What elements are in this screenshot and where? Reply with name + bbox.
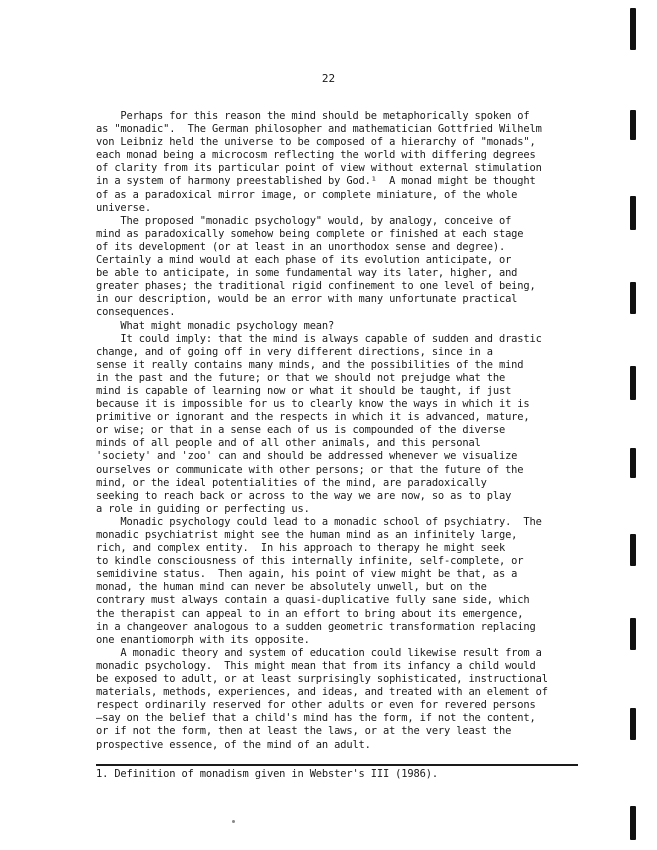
text-line: the therapist can appeal to in an effort to bring about its emergence, — [96, 607, 524, 620]
text-line: each monad being a microcosm reflecting the world with differing degrees — [96, 149, 536, 162]
text-line: greater phases; the traditional rigid confinement to one level of being, — [96, 280, 536, 293]
text-line: What might monadic psychology mean? — [96, 319, 335, 332]
text-line: of as a paradoxical mirror image, or complete miniature, of the whole — [96, 188, 518, 201]
text-line: change, and of going off in very different directions, since in a — [96, 345, 493, 358]
text-line: contrary must always contain a quasi-duplicative fully sane side, which — [96, 594, 530, 607]
text-line: von Leibniz held the universe to be composed of a hierarchy of "monads", — [96, 136, 536, 149]
scan-edge-mark — [630, 806, 636, 840]
text-line: monad, the human mind can never be absolutely unwell, but on the — [96, 581, 487, 594]
text-line: sense it really contains many minds, and the possibilities of the mind — [96, 358, 524, 371]
text-line: prospective essence, of the mind of an adult. — [96, 738, 371, 751]
text-line: in our description, would be an error with many unfortunate practical — [96, 293, 518, 306]
text-line: in the past and the future; or that we should not prejudge what the — [96, 371, 506, 384]
scan-edge-mark — [630, 8, 636, 50]
text-line: a role in guiding or perfecting us. — [96, 502, 310, 515]
text-line: or wise; or that in a sense each of us is compounded of the diverse — [96, 424, 506, 437]
scan-edge-mark — [630, 366, 636, 400]
text-line: be able to anticipate, in some fundamental way its later, higher, and — [96, 267, 518, 280]
text-line: because it is impossible for us to clearly know the ways in which it is — [96, 398, 530, 411]
text-line: to kindle consciousness of this internally infinite, self-complete, or — [96, 555, 524, 568]
text-line: of its development (or at least in an unorthodox sense and degree). — [96, 240, 506, 253]
text-line: or if not the form, then at least the laws, or at the very least the — [96, 725, 512, 738]
footnote-divider — [96, 764, 578, 766]
page-number: 22 — [321, 72, 336, 85]
scan-edge-mark — [630, 110, 636, 140]
scan-edge-mark — [630, 196, 636, 230]
text-line: monadic psychology. This might mean that from its infancy a child would — [96, 659, 536, 672]
text-line: rich, and complex entity. In his approach to therapy he might seek — [96, 542, 506, 555]
text-line: mind is capable of learning now or what it should be taught, if just — [96, 384, 512, 397]
text-line: Certainly a mind would at each phase of its evolution anticipate, or — [96, 254, 512, 267]
text-line: mind, or the ideal potentialities of the mind, are paradoxically — [96, 476, 487, 489]
text-line: monadic psychiatrist might see the human mind as an infinitely large, — [96, 529, 518, 541]
scan-edge-mark — [630, 534, 636, 566]
text-line: of clarity from its particular point of view without external stimulation — [96, 162, 542, 175]
text-line: one enantiomorph with its opposite. — [96, 633, 310, 646]
text-line: minds of all people and of all other animals, and this personal — [96, 437, 481, 450]
scan-edge-mark — [630, 282, 636, 314]
text-line: A monadic theory and system of education could likewise result from a — [96, 646, 542, 659]
text-line: —say on the belief that a child's mind has the form, if not the content, — [96, 712, 536, 725]
text-line: The proposed "monadic psychology" would, by analogy, conceive of — [96, 214, 512, 227]
text-line: materials, methods, experiences, and ideas, and treated with an element of — [96, 686, 548, 699]
text-line: Monadic psychology could lead to a monadic school of psychiatry. The — [96, 515, 542, 528]
text-line: 'society' and 'zoo' can and should be addressed whenever we visualize — [96, 450, 518, 463]
text-line: It could imply: that the mind is always capable of sudden and drastic — [96, 332, 542, 345]
scan-edge-mark — [630, 448, 636, 478]
text-line: be exposed to adult, or at least surprisingly sophisticated, instructional — [96, 673, 548, 686]
body-text — [96, 110, 596, 752]
text-line: respect ordinarily reserved for other adults or even for revered persons — [96, 699, 536, 712]
text-line: Perhaps for this reason the mind should be metaphorically spoken of — [96, 110, 530, 122]
text-line: ourselves or communicate with other persons; or that the future of the — [96, 463, 524, 476]
text-line: as "monadic". The German philosopher and mathematician Gottfried Wilhelm — [96, 123, 542, 136]
text-line: in a changeover analogous to a sudden geometric transformation replacing — [96, 620, 536, 633]
text-line: primitive or ignorant and the respects in which it is advanced, mature, — [96, 411, 530, 424]
text-line: semidivine status. Then again, his point of view might be that, as a — [96, 568, 518, 581]
footnote: 1. Definition of monadism given in Webster's III (1986). — [96, 768, 438, 780]
text-line: consequences. — [96, 306, 176, 319]
text-line: seeking to reach back or across to the way we are now, so as to play — [96, 489, 512, 502]
scan-speck — [232, 820, 235, 823]
scan-edge-mark — [630, 618, 636, 650]
text-line: mind as paradoxically somehow being complete or finished at each stage — [96, 227, 524, 240]
scan-edge-mark — [630, 708, 636, 740]
text-line: universe. — [96, 201, 151, 214]
text-line: in a system of harmony preestablished by God.¹ A monad might be thought — [96, 175, 536, 188]
